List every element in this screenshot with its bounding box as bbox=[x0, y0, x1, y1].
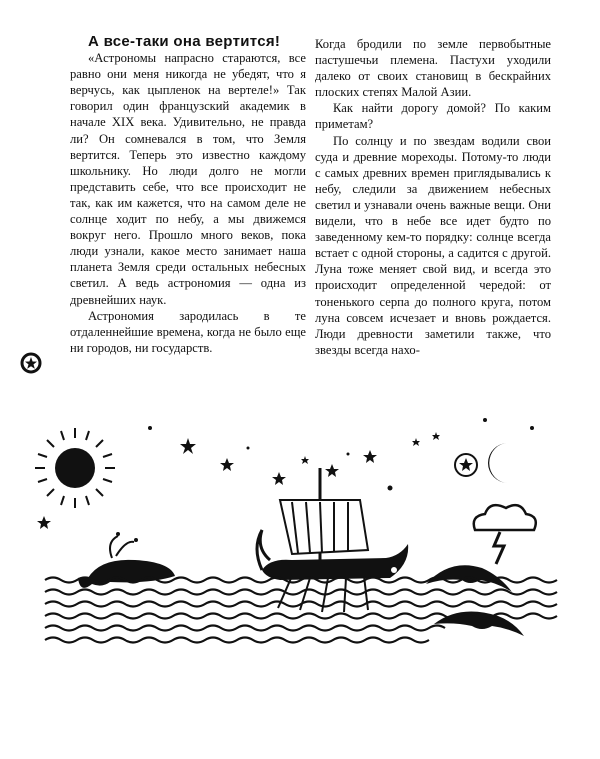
star-icon bbox=[412, 438, 420, 446]
star-icon bbox=[363, 450, 377, 463]
star-icon bbox=[272, 472, 286, 485]
star-icon bbox=[220, 458, 234, 471]
dolphin-icon bbox=[434, 612, 524, 637]
star-ornament-icon bbox=[20, 352, 42, 374]
star-icon bbox=[432, 432, 440, 440]
seafaring-illustration bbox=[30, 408, 575, 658]
paragraph: Астрономия зародилась в те отдаленнейшие времена, когда не было еще ни городов, ни государств. bbox=[70, 308, 306, 355]
paragraph: Когда бродили по земле первобытные пастушечьи племена. Пастухи уходили далеко от своих становищ в бескрайних плоских степях Малой Азии. bbox=[315, 37, 551, 100]
star-icon bbox=[301, 456, 309, 464]
star-icon bbox=[180, 438, 196, 454]
star-icon bbox=[325, 464, 339, 477]
left-column bbox=[70, 34, 306, 356]
star-icon bbox=[37, 516, 51, 529]
crescent-moon-icon bbox=[488, 443, 508, 483]
cloud-with-lightning-icon bbox=[474, 505, 536, 564]
paragraph: Как найти дорогу домой? По каким приметам? bbox=[315, 101, 551, 132]
star-icon bbox=[459, 458, 473, 471]
article-title: А все-таки она вертится! bbox=[88, 33, 281, 50]
sun-icon bbox=[35, 428, 115, 508]
right-column bbox=[315, 36, 551, 358]
paragraph: «Астрономы напрасно стараются, все равно они меня никогда не убедят, что я верчусь, как цыпленок на вертеле!» Так говорил один французский академик в начале XIX века. Удивительно, не правда ли? Он сомневался в том, что Земля вертится. Теперь это известно каждому школьнику. Но люди долго не могли представить себе, что все происходит не так, как им кажется, что на самом деле не солнце ходит по небу, а мы движемся вокруг него. Прошло много веков, пока люди узнали, какое место занимает наша планета Земля среди остальных небесных светил. А ведь астрономия — одна из древнейших наук. bbox=[70, 51, 306, 307]
paragraph: По солнцу и по звездам водили свои суда и древние мореходы. Потому-то люди с самых древних времен приглядывались к небу, следили за движением небесных светил и узнавали очень важные вещи. Они видели, что в небе все идет будто по заведенному кем-то порядку: солнце всегда встает с одной стороны, а садится с другой. Луна тоже меняет свой вид, и всегда это происходит определенной чередой: от тоненького серпа до полного круга, потом луна совсем исчезает и вновь рождается. Люди древности заметили также, что звезды всегда нахо- bbox=[315, 133, 551, 357]
